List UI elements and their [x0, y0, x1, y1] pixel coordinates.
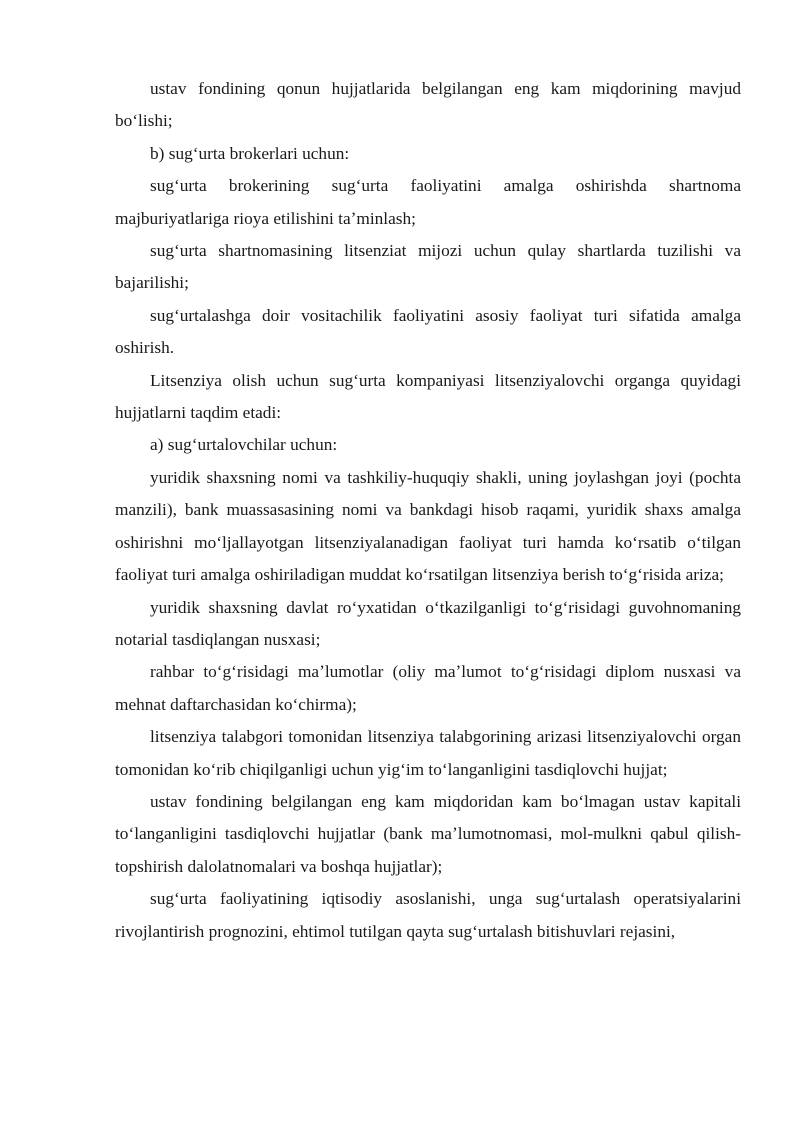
document-page — [115, 73, 741, 948]
paragraph: sugʻurtalashga doir vositachilik faoliyatini asosiy faoliyat turi sifatida amalga oshirish. — [115, 305, 741, 358]
paragraph: litsenziya talabgori tomonidan litsenziya talabgorining arizasi litsenziyalovchi organ tomonidan koʻrib chiqilganligi uchun yigʻim toʻlanganligini tasdiqlovchi hujjat; — [115, 727, 741, 779]
paragraph: b) sugʻurta brokerlari uchun: — [150, 143, 350, 163]
paragraph: rahbar toʻgʻrisidagi maʼlumotlar (oliy maʼlumot toʻgʻrisidagi diplom nusxasi va mehnat daftarchasidan koʻchirma); — [115, 662, 741, 714]
paragraph: yuridik shaxsning davlat roʻyxatidan oʻtkazilganligi toʻgʻrisidagi guvohnomaning notarial tasdiqlangan nusxasi; — [115, 597, 741, 649]
paragraph: sugʻurta brokerining sugʻurta faoliyatini amalga oshirishda shartnoma majburiyatlariga rioya etilishini taʼminlash; — [115, 176, 741, 228]
paragraph: yuridik shaxsning nomi va tashkiliy-huquqiy shakli, uning joylashgan joyi (pochta manzili), bank muassasasining nomi va bankdagi hisob raqami, yuridik shaxs amalga oshirishni moʻljallayotgan litsenziyalanadigan faoliyat turi hamda koʻrsatib oʻtilgan faoliyat turi amalga oshiriladigan muddat koʻrsatilgan litsenziya berish toʻgʻrisida ariza; — [115, 467, 741, 585]
paragraph: ustav fondining belgilangan eng kam miqdoridan kam boʻlmagan ustav kapitali toʻlanganligini tasdiqlovchi hujjatlar (bank maʼlumotnomasi, mol-mulkni qabul qilish-topshirish dalolatnomalari va boshqa hujjatlar); — [115, 791, 741, 876]
paragraph: Litsenziya olish uchun sugʻurta kompaniyasi litsenziyalovchi organga quyidagi hujjatlarni taqdim etadi: — [115, 370, 741, 423]
paragraph: sugʻurta shartnomasining litsenziat mijozi uchun qulay shartlarda tuzilishi va bajarilishi; — [115, 241, 741, 293]
paragraph: sugʻurta faoliyatining iqtisodiy asoslanishi, unga sugʻurtalash operatsiyalarini rivojlantirish prognozini, ehtimol tutilgan qayta sugʻurtalash bitishuvlari rejasini, — [115, 889, 741, 941]
paragraph: ustav fondining qonun hujjatlarida belgilangan eng kam miqdorining mavjud boʻlishi; — [115, 79, 741, 131]
paragraph: a) sugʻurtalovchilar uchun: — [150, 435, 338, 455]
